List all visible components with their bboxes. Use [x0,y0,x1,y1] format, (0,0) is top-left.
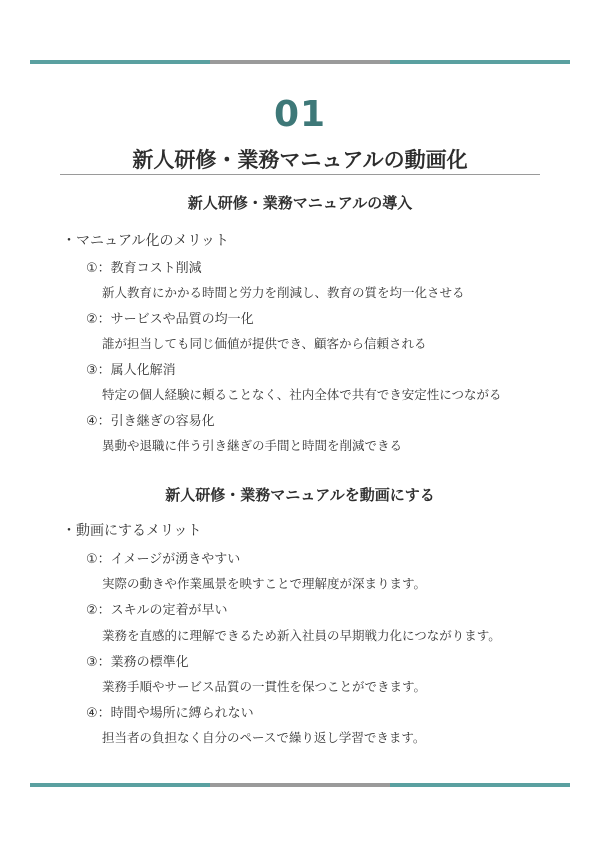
item-label: ②：スキルの定着が早い [86,603,228,618]
item-label: ④：時間や場所に縛られない [86,706,254,721]
section-number: 01 [273,94,327,135]
title-underline [60,174,540,175]
item-description: 担当者の負担なく自分のペースで繰り返し学習できます。 [102,730,426,745]
top-divider-left [30,60,210,64]
item-description: 誰が担当しても同じ価値が提供でき、顧客から信頼される [102,336,427,351]
item-label: ①：イメージが湧きやすい [86,552,241,567]
bottom-divider-right [390,783,570,787]
item-label: ③：業務の標準化 [86,655,189,670]
section-heading-video: 新人研修・業務マニュアルを動画にする [165,486,435,504]
bullet-video-merits: ・動画にするメリット [62,523,202,539]
item-description: 実際の動きや作業風景を映すことで理解度が深まります。 [102,576,427,591]
item-description: 業務手順やサービス品質の一貫性を保つことができます。 [102,679,427,694]
bottom-divider-middle [210,783,390,787]
item-label: ①：教育コスト削減 [86,261,202,276]
bullet-manual-merits: ・マニュアル化のメリット [62,233,229,249]
top-divider-middle [210,60,390,64]
item-label: ③：属人化解消 [86,363,176,378]
bottom-divider [30,783,570,787]
section-heading-introduction: 新人研修・業務マニュアルの導入 [187,194,413,212]
item-description: 特定の個人経験に頼ることなく、社内全体で共有でき安定性につながる [102,387,502,402]
page-title: 新人研修・業務マニュアルの動画化 [132,148,468,172]
item-label: ④：引き継ぎの容易化 [86,414,215,429]
item-description: 業務を直感的に理解できるため新入社員の早期戦力化につながります。 [102,628,501,643]
top-divider-right [390,60,570,64]
item-description: 異動や退職に伴う引き継ぎの手間と時間を削減できる [102,438,403,453]
item-label: ②：サービスや品質の均一化 [86,312,254,327]
bottom-divider-left [30,783,210,787]
top-divider [30,60,570,64]
item-description: 新人教育にかかる時間と労力を削減し、教育の質を均一化させる [102,285,465,300]
